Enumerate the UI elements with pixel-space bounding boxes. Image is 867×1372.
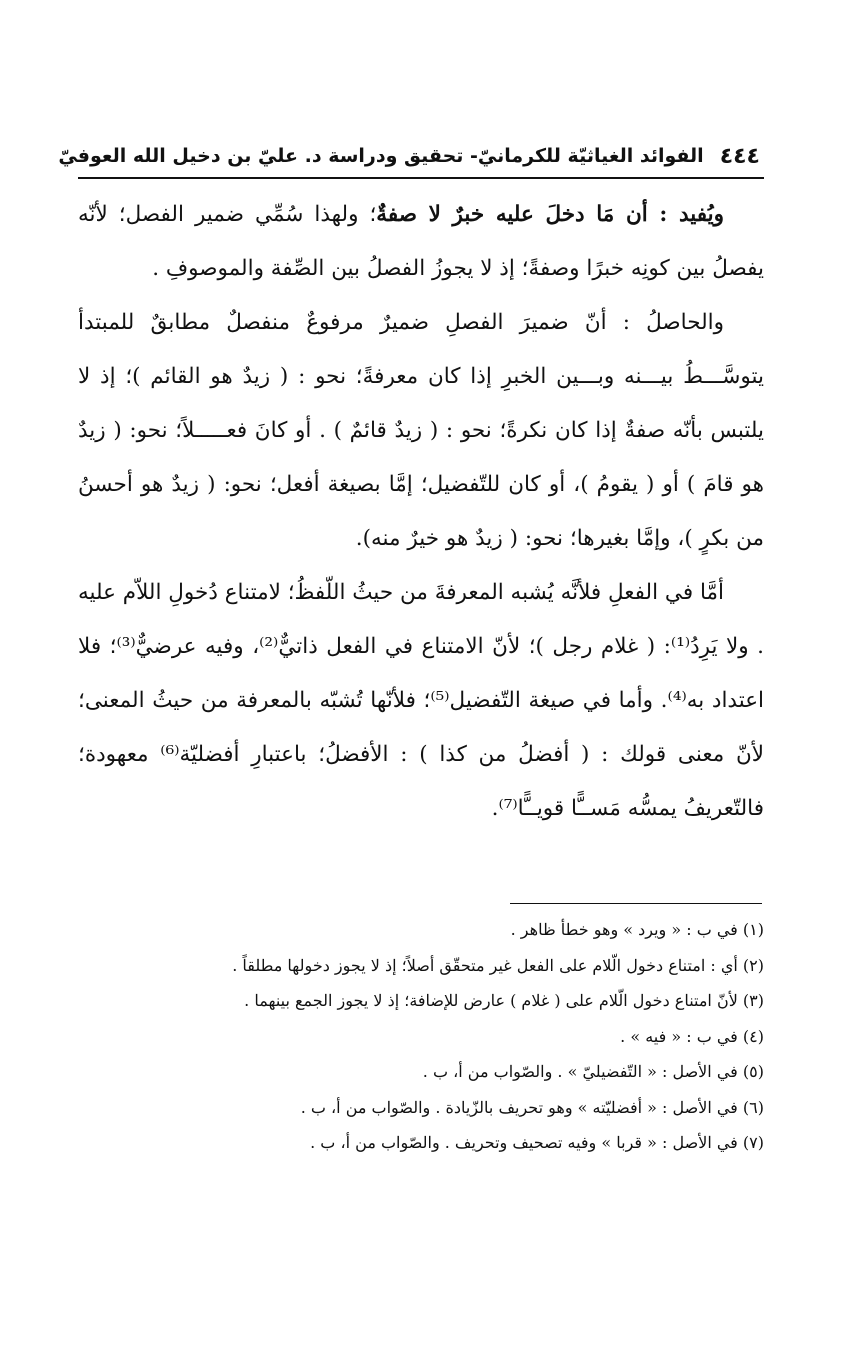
paragraph-1 [78, 188, 764, 296]
footnote-4: (٤) في ب : « فيه » . [620, 1026, 764, 1046]
footnotes [78, 912, 764, 1161]
paragraph-1-text: ؛ ولهذا سُمِّي ضمير الفصل؛ لأنّه يفصلُ بين كونِه خبرًا وصفةً؛ إذ لا يجوزُ الفصلُ بين الصِّفة والموصوفِ . [78, 202, 764, 281]
footnote-5: (٥) في الأصل : « التّفضيليّ » . والصّواب من أ، ب . [422, 1062, 764, 1081]
footnote-6: (٦) في الأصل : « أفضليّته » وهو تحريف بالزّيادة . والصّواب من أ، ب . [300, 1097, 764, 1117]
footnote-2: (٢) أي : امتناع دخول الّلام على الفعل غير متحقّق أصلاً؛ إذ لا يجوز دخولها مطلقاً . [232, 955, 764, 975]
page-number: ٤٤٤ [719, 143, 760, 169]
book-title: الفوائد الغياثيّة للكرمانيّ- تحقيق ودراسة د. عليّ بن دخيل الله العوفيّ [58, 145, 704, 167]
running-header [58, 138, 760, 174]
footnote-rule [510, 903, 762, 904]
paragraph-1-lead: ويُفيد : أن مَا دخلَ عليه خبرٌ لا صفةٌ [376, 202, 724, 227]
paragraph-3: أمَّا في الفعلِ فلأنَّه يُشبه المعرفةَ من حيثُ اللّفظُ؛ لامتناع دُخولِ اللاّم عليه . ولا يَرِدُ⁽¹⁾: ( غلام رجل )؛ لأنّ الامتناع في الفعل ذاتيٌّ⁽²⁾، وفيه عرضيٌّ⁽³⁾؛ فلا اعتداد به⁽⁴⁾. وأما في صيغة التّفضيل⁽⁵⁾؛ فلأنّها تُشبّه بالمعرفة من حيثُ المعنى؛ لأنّ معنى قولك : ( أفضلُ من كذا ) : الأفضلُ؛ باعتبارِ أفضليّة⁽⁶⁾ معهودة؛ فالتّعريفُ يمسُّه مَســًّا قويــًّا⁽⁷⁾. [78, 580, 764, 821]
header-rule [78, 177, 764, 179]
paragraph-2: والحاصلُ : أنّ ضميرَ الفصلِ ضميرٌ مرفوعٌ منفصلٌ مطابقٌ للمبتدأ يتوسَّـــطُ بيـــنه وبـــين الخبرِ إذا كان معرفةً؛ نحو : ( زيدٌ هو القائم )؛ إذ لا يلتبس بأنّه صفةٌ إذا كان نكرةً؛ نحو : ( زيدٌ قائمٌ ) . أو كانَ فعـــــلاً؛ نحو: ( زيدٌ هو قامَ ) أو ( يقومُ )، أو كان للتّفضيل؛ إمَّا بصيغة أفعل؛ نحو: ( زيدٌ هو أحسنُ من بكرٍ )، وإمَّا بغيرها؛ نحو: ( زيدٌ هو خيرٌ منه). [78, 310, 764, 551]
main-text [78, 188, 764, 836]
footnote-3: (٣) لأنّ امتناع دخول الّلام على ( غلام ) عارض للإضافة؛ إذ لا يجوز الجمع بينهما . [244, 991, 764, 1010]
footnote-1: (١) في ب : « ويرد » وهو خطأ ظاهر . [510, 920, 764, 939]
footnote-7: (٧) في الأصل : « قربا » وفيه تصحيف وتحريف . والصّواب من أ، ب . [310, 1133, 764, 1152]
